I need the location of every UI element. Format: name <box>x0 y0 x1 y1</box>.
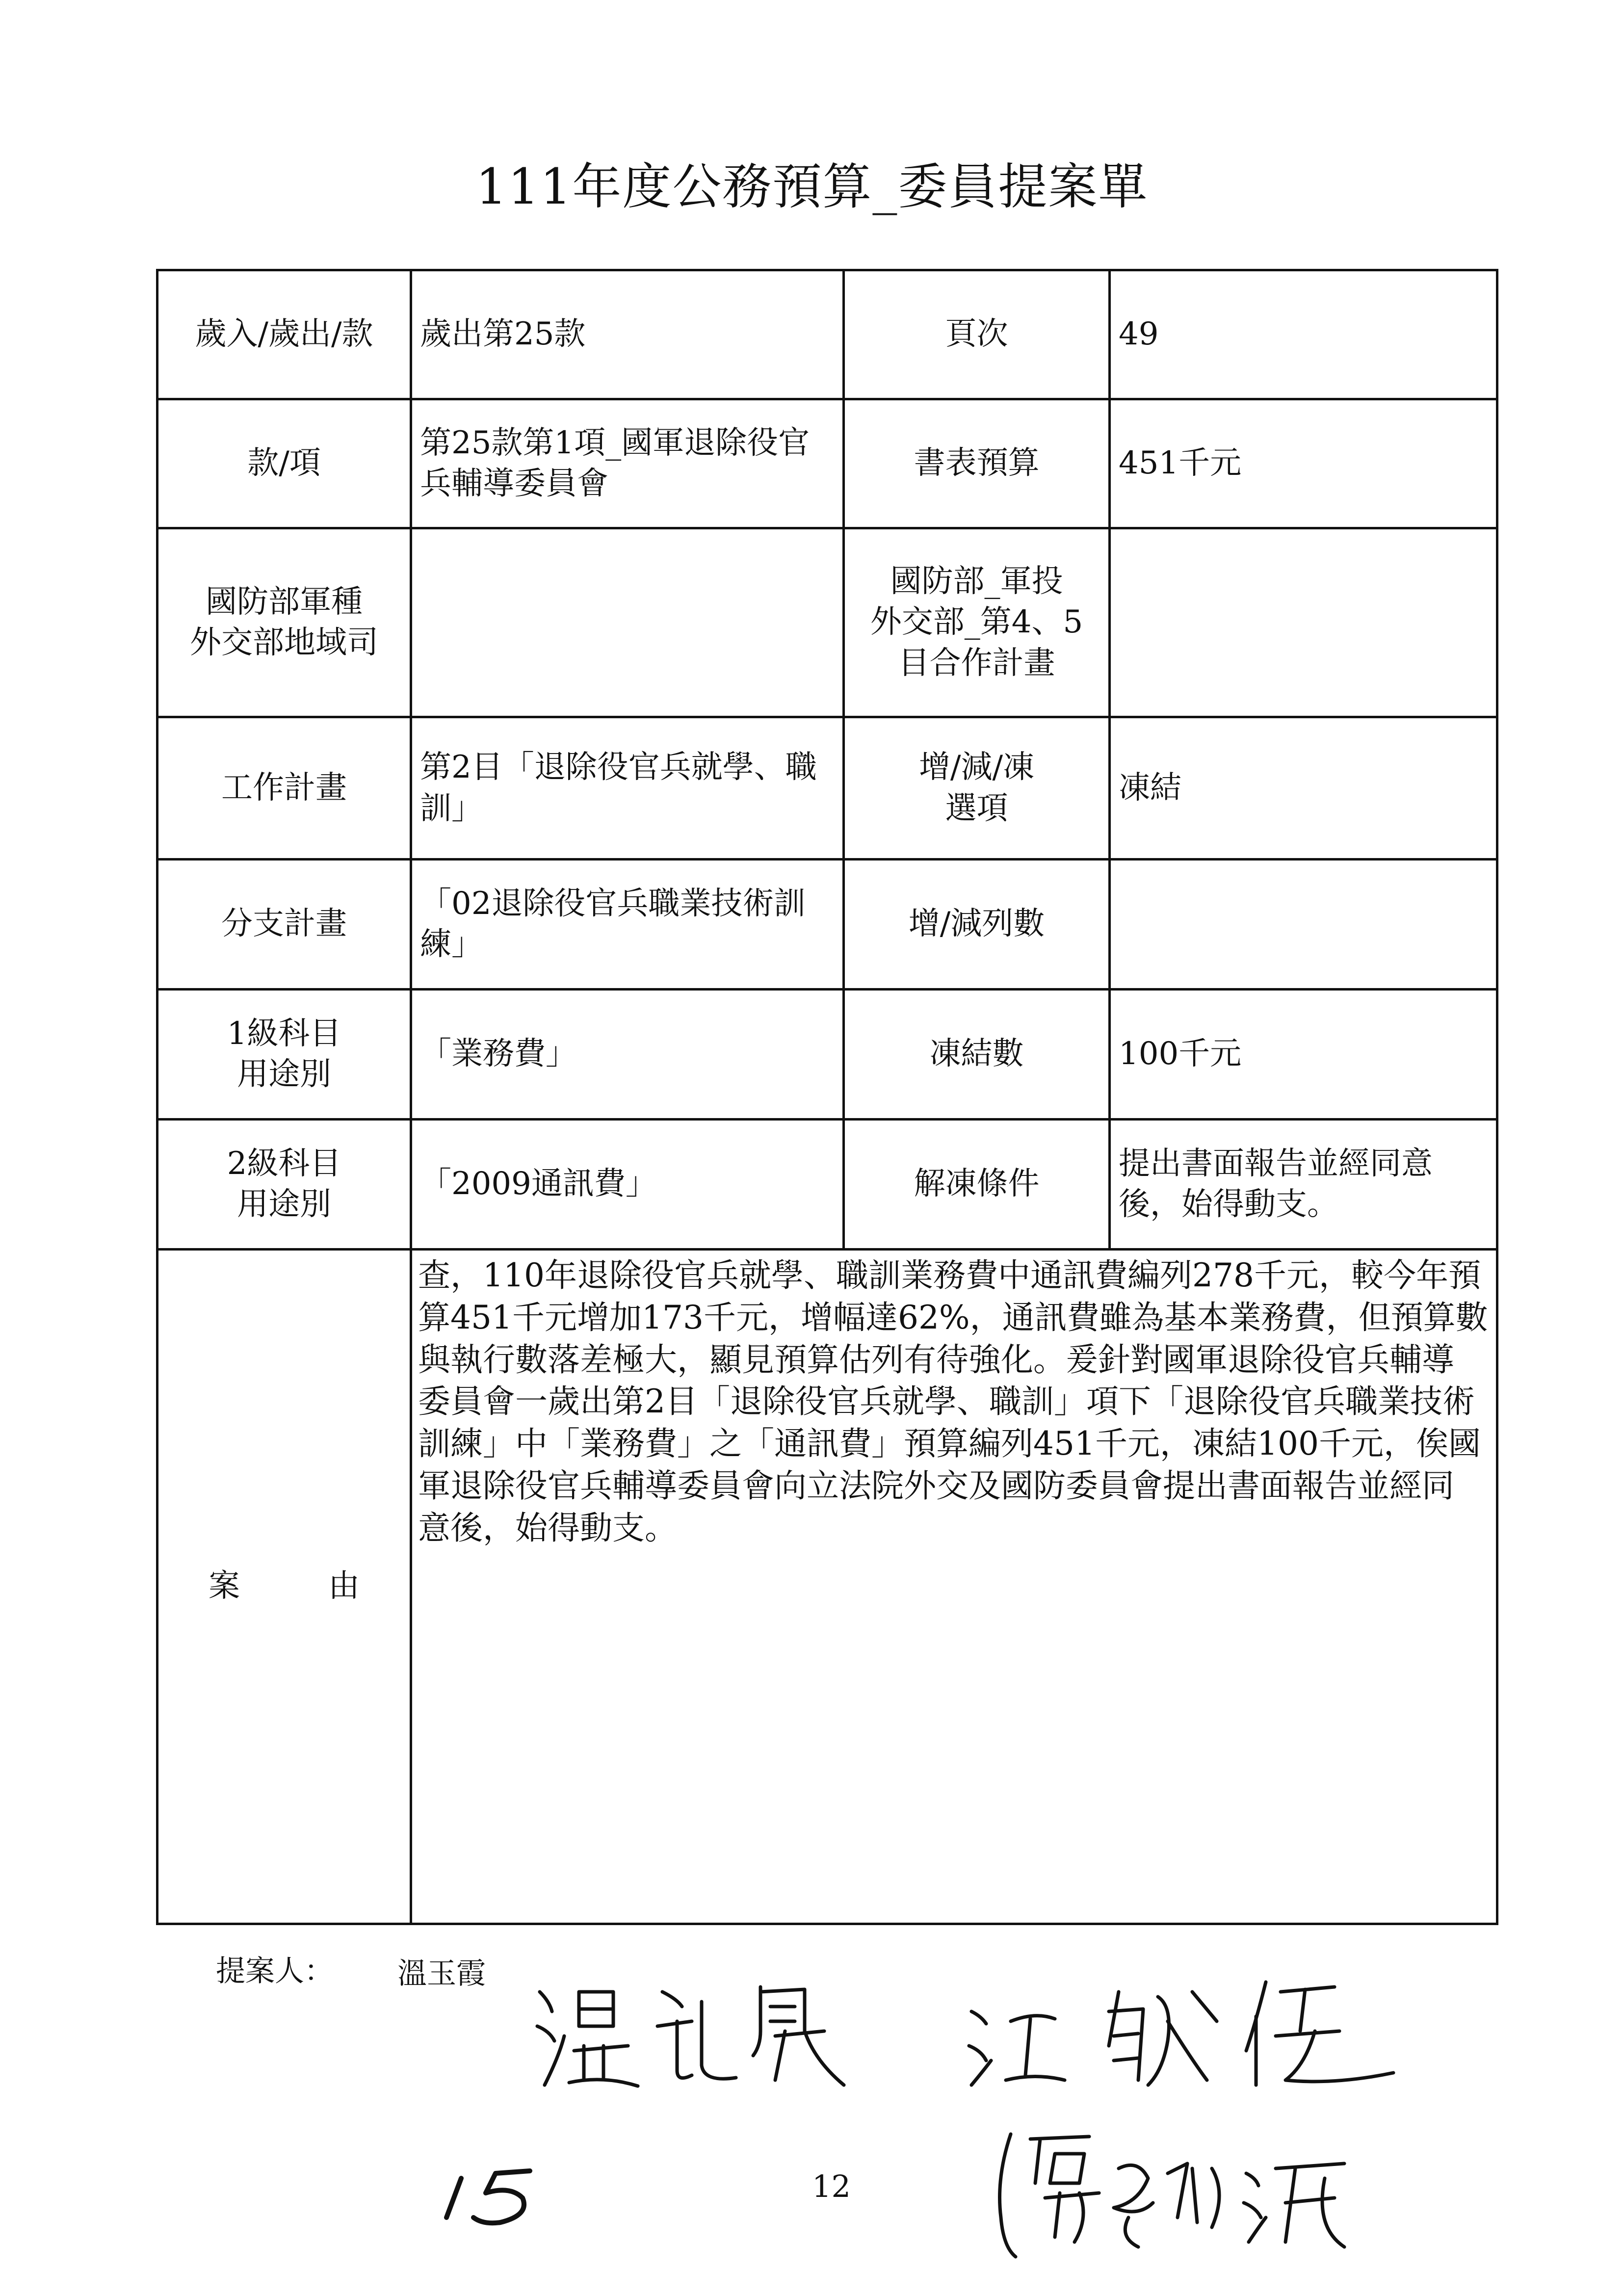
field-value: 第25款第1項_國軍退除役官兵輔導委員會 <box>411 399 844 528</box>
signature-2 <box>962 1962 1413 2100</box>
table-row <box>157 528 1497 717</box>
field-label <box>157 528 411 717</box>
field-value: 「業務費」 <box>411 990 844 1120</box>
field-value <box>1110 860 1497 990</box>
label-line: 用途別 <box>237 1186 331 1223</box>
table-row <box>157 1120 1497 1250</box>
field-label: 凍結數 <box>844 990 1110 1120</box>
field-value: 提出書面報告並經同意後，始得動支。 <box>1110 1120 1497 1250</box>
table-row <box>157 270 1497 399</box>
table-row <box>157 990 1497 1120</box>
field-value: 凍結 <box>1110 717 1497 860</box>
label-line: 國防部_軍投 <box>890 563 1063 600</box>
field-value <box>411 528 844 717</box>
field-label: 工作計畫 <box>157 717 411 860</box>
document-title: 111年度公務預算_委員提案單 <box>475 158 1149 215</box>
field-value: 49 <box>1110 270 1497 399</box>
reason-line: 軍退除役官兵輔導委員會向立法院外交及國防委員會提出書面報告並經同 <box>418 1466 1454 1505</box>
field-label <box>844 717 1110 860</box>
page-number: 12 <box>812 2168 851 2204</box>
table-row-reason <box>157 1250 1497 1924</box>
field-value <box>1110 528 1497 717</box>
label-line: 外交部_第4、5 <box>870 604 1083 641</box>
field-value: 451千元 <box>1110 399 1497 528</box>
field-value: 第2目「退除役官兵就學、職訓」 <box>411 717 844 860</box>
label-line: 增/減/凍 <box>918 749 1035 786</box>
reason-line: 訓練」中「業務費」之「通訊費」預算編列451千元，凍結100千元，俟國 <box>418 1425 1481 1463</box>
proposer-label: 提案人： <box>216 1954 334 1988</box>
label-line: 用途別 <box>237 1056 331 1093</box>
label-line: 國防部軍種 <box>206 583 363 620</box>
proposer-name: 溫玉霞 <box>397 1957 486 1991</box>
signature-3 <box>981 2119 1354 2267</box>
label-line: 外交部地域司 <box>190 625 378 661</box>
reason-line: 與執行數落差極大，顯見預算估列有待強化。爰針對國軍退除役官兵輔導 <box>418 1340 1454 1379</box>
field-label <box>844 528 1110 717</box>
field-label: 增/減列數 <box>844 860 1110 990</box>
field-value: 「02退除役官兵職業技術訓練」 <box>411 860 844 990</box>
field-value: 歲出第25款 <box>411 270 844 399</box>
field-label: 書表預算 <box>844 399 1110 528</box>
field-label <box>157 990 411 1120</box>
field-label <box>157 1120 411 1250</box>
label-line: 1級科目 <box>227 1015 341 1052</box>
field-label: 頁次 <box>844 270 1110 399</box>
field-label: 分支計畫 <box>157 860 411 990</box>
handwritten-number <box>432 2159 559 2232</box>
reason-label <box>157 1250 411 1924</box>
table-row <box>157 399 1497 528</box>
label-line: 2級科目 <box>227 1145 341 1182</box>
reason-line: 委員會一歲出第2目「退除役官兵就學、職訓」項下「退除役官兵職業技術 <box>418 1383 1475 1421</box>
reason-label-b: 由 <box>328 1568 360 1605</box>
reason-line: 算451千元增加173千元，增幅達62%，通訊費雖為基本業務費，但預算數 <box>418 1298 1488 1336</box>
reason-text <box>411 1250 1497 1924</box>
table-row <box>157 860 1497 990</box>
label-line: 選項 <box>945 790 1008 827</box>
field-label: 解凍條件 <box>844 1120 1110 1250</box>
reason-line: 意後，始得動支。 <box>418 1509 677 1547</box>
field-label: 歲入/歲出/款 <box>157 270 411 399</box>
table-row <box>157 717 1497 860</box>
proposal-form-table <box>156 269 1498 1925</box>
field-value: 100千元 <box>1110 990 1497 1120</box>
label-line: 目合作計畫 <box>898 645 1055 681</box>
field-label: 款/項 <box>157 399 411 528</box>
signature-1 <box>530 1972 864 2100</box>
reason-label-a: 案 <box>209 1568 240 1605</box>
reason-line: 查，110年退除役官兵就學、職訓業務費中通訊費編列278千元，較今年預 <box>418 1256 1481 1294</box>
field-value: 「2009通訊費」 <box>411 1120 844 1250</box>
